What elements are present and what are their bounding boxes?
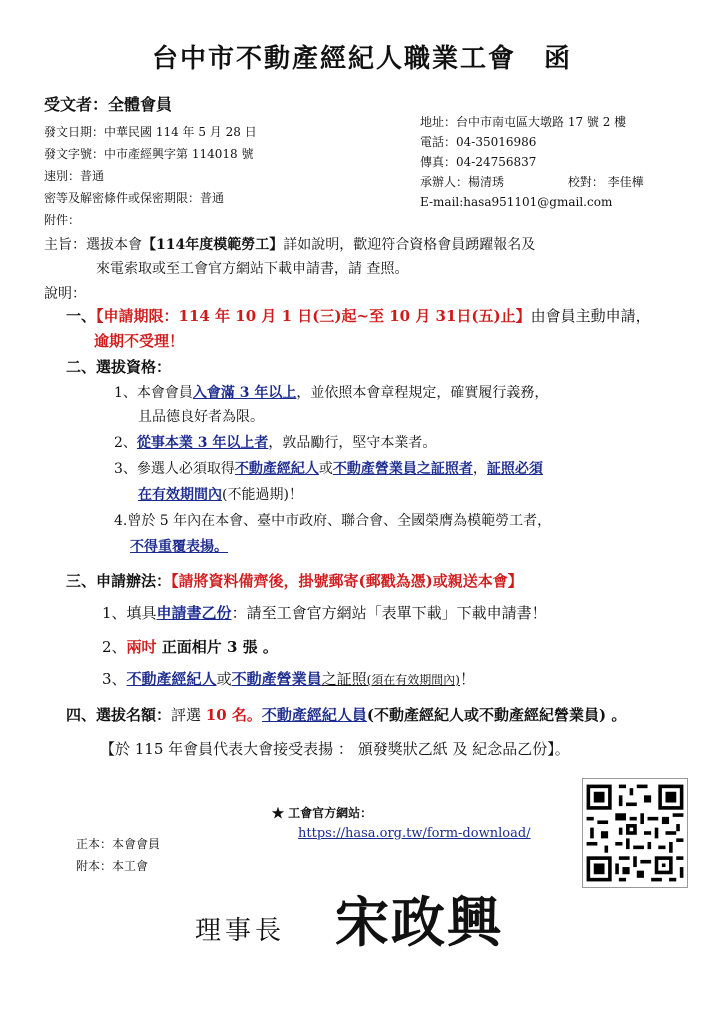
explanation-label: 說明： bbox=[44, 286, 86, 302]
qualification-3-pre: 3、參選人必須取得 bbox=[114, 461, 235, 477]
qualification-3-license: 之証照者 bbox=[416, 461, 473, 477]
qualification-1-highlight: 入會滿 3 年以上 bbox=[192, 385, 297, 401]
qualification-2-highlight: 從事本業 3 年以上者 bbox=[136, 435, 269, 451]
section-4-count-pre: 評選 bbox=[171, 706, 206, 724]
section-3-heading-line bbox=[66, 570, 523, 591]
confidentiality: 密等及解密條件或保密期限：普通 bbox=[44, 191, 225, 205]
copy-recipients: 附本：本工會 bbox=[76, 859, 149, 873]
selection-count: 10 名。 bbox=[205, 706, 262, 724]
method-1-pre: 1、填具 bbox=[102, 604, 157, 622]
document-meta-right bbox=[420, 112, 644, 212]
section-4-heading: 四、選拔名額： bbox=[66, 706, 172, 724]
fax: 傳真：04-24756837 bbox=[420, 155, 537, 169]
checker: 校對： 李佳樺 bbox=[567, 175, 644, 189]
qualification-3-line-2 bbox=[138, 484, 303, 504]
qualification-3-or: 或 bbox=[318, 461, 333, 477]
method-3-license: 之証照 bbox=[321, 670, 367, 688]
qualification-3-comma: ， bbox=[472, 461, 487, 477]
section-3-note: 【請將資料備齊後，掛號郵寄(郵戳為憑)或親送本會】 bbox=[171, 572, 523, 590]
section-3-heading: 三、申請辦法： bbox=[66, 572, 172, 590]
subject-highlight: 【114年度模範勞工】 bbox=[142, 237, 284, 253]
email: E-mail:hasa951101@gmail.com bbox=[420, 195, 613, 209]
qualification-3-must: 証照必須 bbox=[486, 461, 543, 477]
signature-name: 宋政興 bbox=[335, 890, 503, 954]
phone: 電話：04-35016986 bbox=[420, 135, 537, 149]
qr-code[interactable] bbox=[582, 778, 688, 888]
subject-lead: 主旨：選拔本會 bbox=[44, 237, 142, 253]
method-1-highlight: 申請書乙份 bbox=[156, 604, 232, 622]
method-2 bbox=[102, 636, 278, 657]
selection-kind-detail: (不動產經紀人或不動產經紀營業員) 。 bbox=[366, 706, 627, 724]
method-2-pre: 2、 bbox=[102, 638, 127, 656]
section-1-number: 一、 bbox=[66, 307, 97, 325]
method-3-validity: (須在有效期間內) bbox=[366, 673, 460, 687]
address: 地址：台中市南屯區大墩路 17 號 2 樓 bbox=[420, 115, 627, 129]
subject bbox=[44, 233, 535, 281]
document-title: 台中市不動產經紀人職業工會 函 bbox=[151, 44, 572, 74]
section-1-tail: 由會員主動申請， bbox=[530, 307, 651, 325]
method-3-broker: 不動產經紀人 bbox=[126, 670, 217, 688]
speed-level: 速別：普通 bbox=[44, 169, 105, 183]
award-line: 【於 115 年會員代表大會接受表揚 ： 頒發獎狀乙紙 及 紀念品乙份】。 bbox=[100, 740, 570, 758]
section-4-line bbox=[66, 704, 626, 725]
signature-title: 理事長 bbox=[195, 916, 286, 946]
qualification-1-pre: 1、本會會員 bbox=[114, 385, 193, 401]
method-1 bbox=[102, 602, 547, 623]
application-period: 【申請期限：114 年 10 月 1 日(三)起~至 10 月 31日(五)止】 bbox=[96, 307, 531, 325]
method-3-end: ！ bbox=[459, 670, 475, 688]
qualification-3-broker: 不動產經紀人 bbox=[234, 461, 319, 477]
late-not-accepted: 逾期不受理！ bbox=[94, 332, 185, 350]
section-2-heading: 二、選拔資格： bbox=[66, 358, 172, 376]
qualification-1-line-2: 且品德良好者為限。 bbox=[138, 409, 264, 425]
selection-kind: 不動產經紀人員 bbox=[261, 706, 367, 724]
website-label: ★ 工會官方網站： bbox=[272, 806, 373, 820]
recipient: 受文者：全體會員 bbox=[44, 95, 173, 114]
document-number: 發文字號：中市產經興字第 114018 號 bbox=[44, 147, 254, 161]
document-meta-left bbox=[44, 121, 257, 231]
method-1-post: ：請至工會官方網站「表單下載」下載申請書！ bbox=[231, 604, 547, 622]
qualification-3 bbox=[114, 458, 543, 478]
qualification-3-agent: 不動產營業員 bbox=[332, 461, 417, 477]
website-link[interactable]: https://hasa.org.tw/form-download/ bbox=[298, 826, 531, 841]
subject-line-1 bbox=[44, 233, 535, 257]
qualification-2-post: ，敦品勵行，堅守本業者。 bbox=[268, 435, 437, 451]
subject-rest: 詳如說明，歡迎符合資格會員踴躍報名及 bbox=[283, 237, 536, 253]
qualification-4: 4.曾於 5 年內在本會、臺中市政府、聯合會、全國榮膺為模範勞工者， bbox=[114, 513, 552, 529]
handler-row bbox=[420, 172, 644, 192]
qualification-1 bbox=[114, 382, 548, 402]
qualification-3-valid: 在有效期間內 bbox=[138, 487, 222, 503]
subject-line-2: 來電索取或至工會官方網站下載申請書，請 查照。 bbox=[96, 261, 409, 277]
qualification-4-line-2: 不得重覆表揚。 bbox=[130, 539, 228, 555]
method-3-pre: 3、 bbox=[102, 670, 127, 688]
qualification-3-not-expired: (不能過期)！ bbox=[222, 487, 303, 503]
method-3-or: 或 bbox=[216, 670, 232, 688]
qualification-2-pre: 2、 bbox=[114, 435, 137, 451]
original-recipients: 正本：本會會員 bbox=[76, 837, 161, 851]
method-2-size: 兩吋 bbox=[126, 638, 157, 656]
qualification-2 bbox=[114, 432, 436, 452]
attachments: 附件： bbox=[44, 213, 81, 227]
method-3-agent: 不動產營業員 bbox=[231, 670, 322, 688]
issue-date: 發文日期：中華民國 114 年 5 月 28 日 bbox=[44, 125, 257, 139]
section-1-line-1 bbox=[66, 305, 651, 326]
method-2-post: 正面相片 3 張 。 bbox=[156, 638, 278, 656]
method-3 bbox=[102, 668, 475, 689]
qr-code-icon bbox=[583, 779, 687, 887]
handler: 承辦人：楊清琇 bbox=[420, 175, 505, 189]
qualification-1-post: ，並依照本會章程規定，確實履行義務， bbox=[296, 385, 549, 401]
